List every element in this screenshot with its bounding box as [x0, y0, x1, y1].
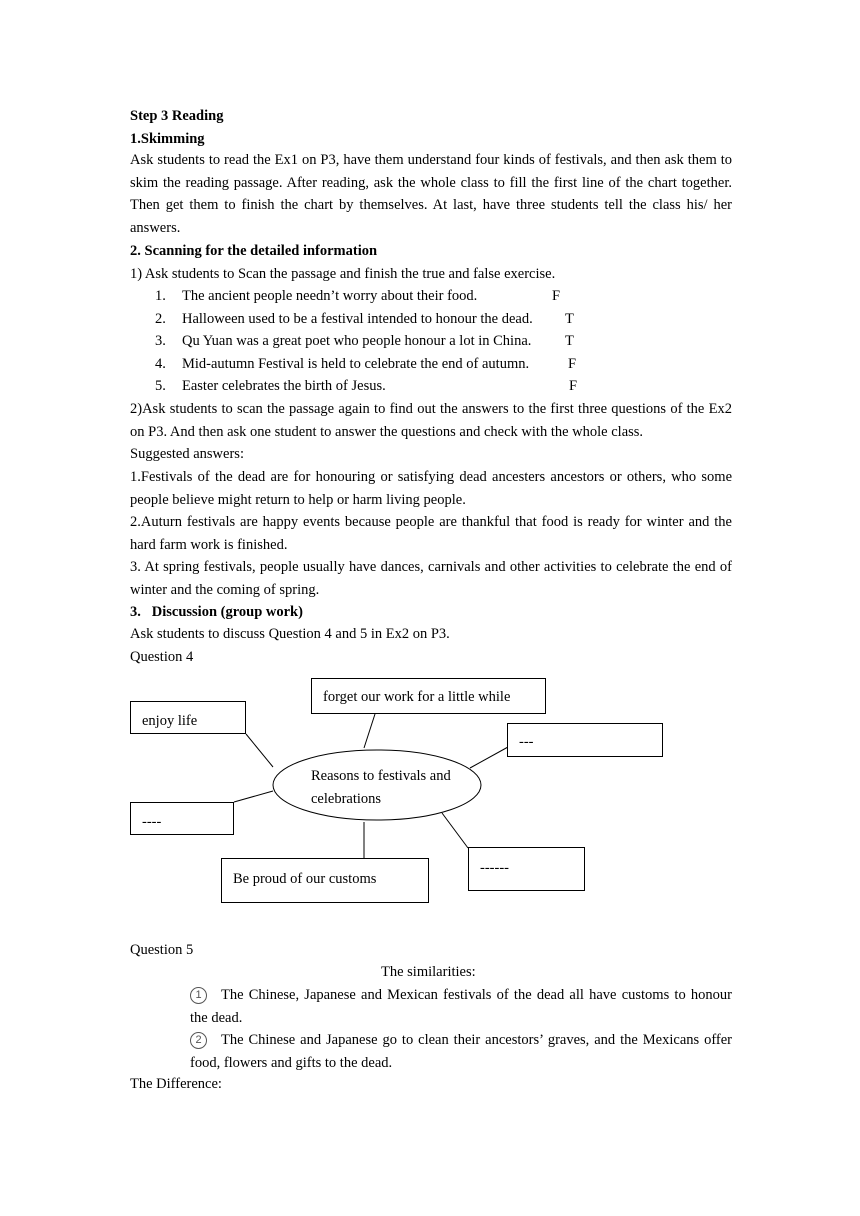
- discussion-heading: 3. Discussion (group work): [130, 604, 303, 620]
- tf-item-number: 4.: [155, 356, 166, 372]
- mindmap-box-right: ---: [507, 723, 663, 757]
- question-5-label: Question 5: [130, 942, 194, 958]
- mindmap-box-top: forget our work for a little while: [311, 678, 546, 714]
- tf-item-text: Qu Yuan was a great poet who people honour a lot in China.: [182, 333, 532, 349]
- tf-item-answer: F: [569, 378, 578, 394]
- scanning-heading: 2. Scanning for the detailed information: [130, 243, 378, 259]
- connector-right: [470, 747, 508, 768]
- mindmap-box-left: ----: [130, 802, 234, 835]
- connector-bottom-right: [442, 813, 468, 848]
- tf-item-text: Easter celebrates the birth of Jesus.: [182, 378, 386, 394]
- tf-item-answer: F: [552, 288, 561, 304]
- similarities-label: The similarities:: [381, 964, 476, 980]
- mindmap-center-label: Reasons to festivals and celebrations: [311, 768, 451, 807]
- tf-item-answer: F: [568, 356, 577, 372]
- mindmap-box-bottom-right: ------: [468, 847, 585, 891]
- question-4-label: Question 4: [130, 649, 194, 665]
- suggested-answer-3: 3. At spring festivals, people usually have dances, carnivals and other activities to celebrate the end of winter and the coming of spring.: [130, 559, 732, 598]
- mindmap-box-bottom-left: Be proud of our customs: [221, 858, 429, 903]
- similarity-text: The Chinese, Japanese and Mexican festivals of the dead all have customs to honour the dead.: [190, 987, 732, 1026]
- difference-label: The Difference:: [130, 1076, 222, 1092]
- skimming-heading: 1.Skimming: [130, 131, 205, 147]
- tf-item-text: The ancient people needn’t worry about their food.: [182, 288, 478, 304]
- connector-left: [234, 791, 273, 802]
- similarity-text: The Chinese and Japanese go to clean their ancestors’ graves, and the Mexicans offer food, flowers and gifts to the dead.: [190, 1032, 732, 1071]
- similarity-item-1: [190, 984, 732, 1029]
- tf-item-answer: T: [565, 333, 574, 349]
- step-title: Step 3 Reading: [130, 108, 224, 124]
- suggested-answer-1: 1.Festivals of the dead are for honouring or satisfying dead ancesters ancestors or others, who some people believe might return to help or harm living people.: [130, 469, 732, 508]
- similarity-item-2: [190, 1029, 732, 1074]
- circled-number-2: 2: [190, 1032, 207, 1049]
- suggested-answers-label: Suggested answers:: [130, 446, 244, 462]
- tf-item-text: Mid-autumn Festival is held to celebrate the end of autumn.: [182, 356, 530, 372]
- scanning-part2: 2)Ask students to scan the passage again to find out the answers to the first three questions of the Ex2 on P3. And then ask one student to answer the questions and check with the whole class.: [130, 401, 732, 440]
- connector-top-left: [246, 734, 273, 767]
- tf-item-number: 2.: [155, 311, 166, 327]
- tf-item-text: Halloween used to be a festival intended to honour the dead.: [182, 311, 533, 327]
- tf-item-answer: T: [565, 311, 574, 327]
- tf-intro: 1) Ask students to Scan the passage and finish the true and false exercise.: [130, 266, 556, 282]
- circled-number-1: 1: [190, 987, 207, 1004]
- mindmap-box-top-left: enjoy life: [130, 701, 246, 734]
- skimming-paragraph: Ask students to read the Ex1 on P3, have them understand four kinds of festivals, and then ask them to skim the reading passage. After reading, ask the whole class to fill the first line of the chart together. Then get them to finish the chart by themselves. At last, have three students tell the class his/ her answers.: [130, 152, 732, 236]
- tf-item-number: 5.: [155, 378, 166, 394]
- discussion-intro: Ask students to discuss Question 4 and 5 in Ex2 on P3.: [130, 626, 450, 642]
- connector-top: [364, 714, 375, 748]
- suggested-answer-2: 2.Auturn festivals are happy events because people are thankful that food is ready for winter and the hard farm work is finished.: [130, 514, 732, 553]
- tf-item-number: 1.: [155, 288, 166, 304]
- tf-item-number: 3.: [155, 333, 166, 349]
